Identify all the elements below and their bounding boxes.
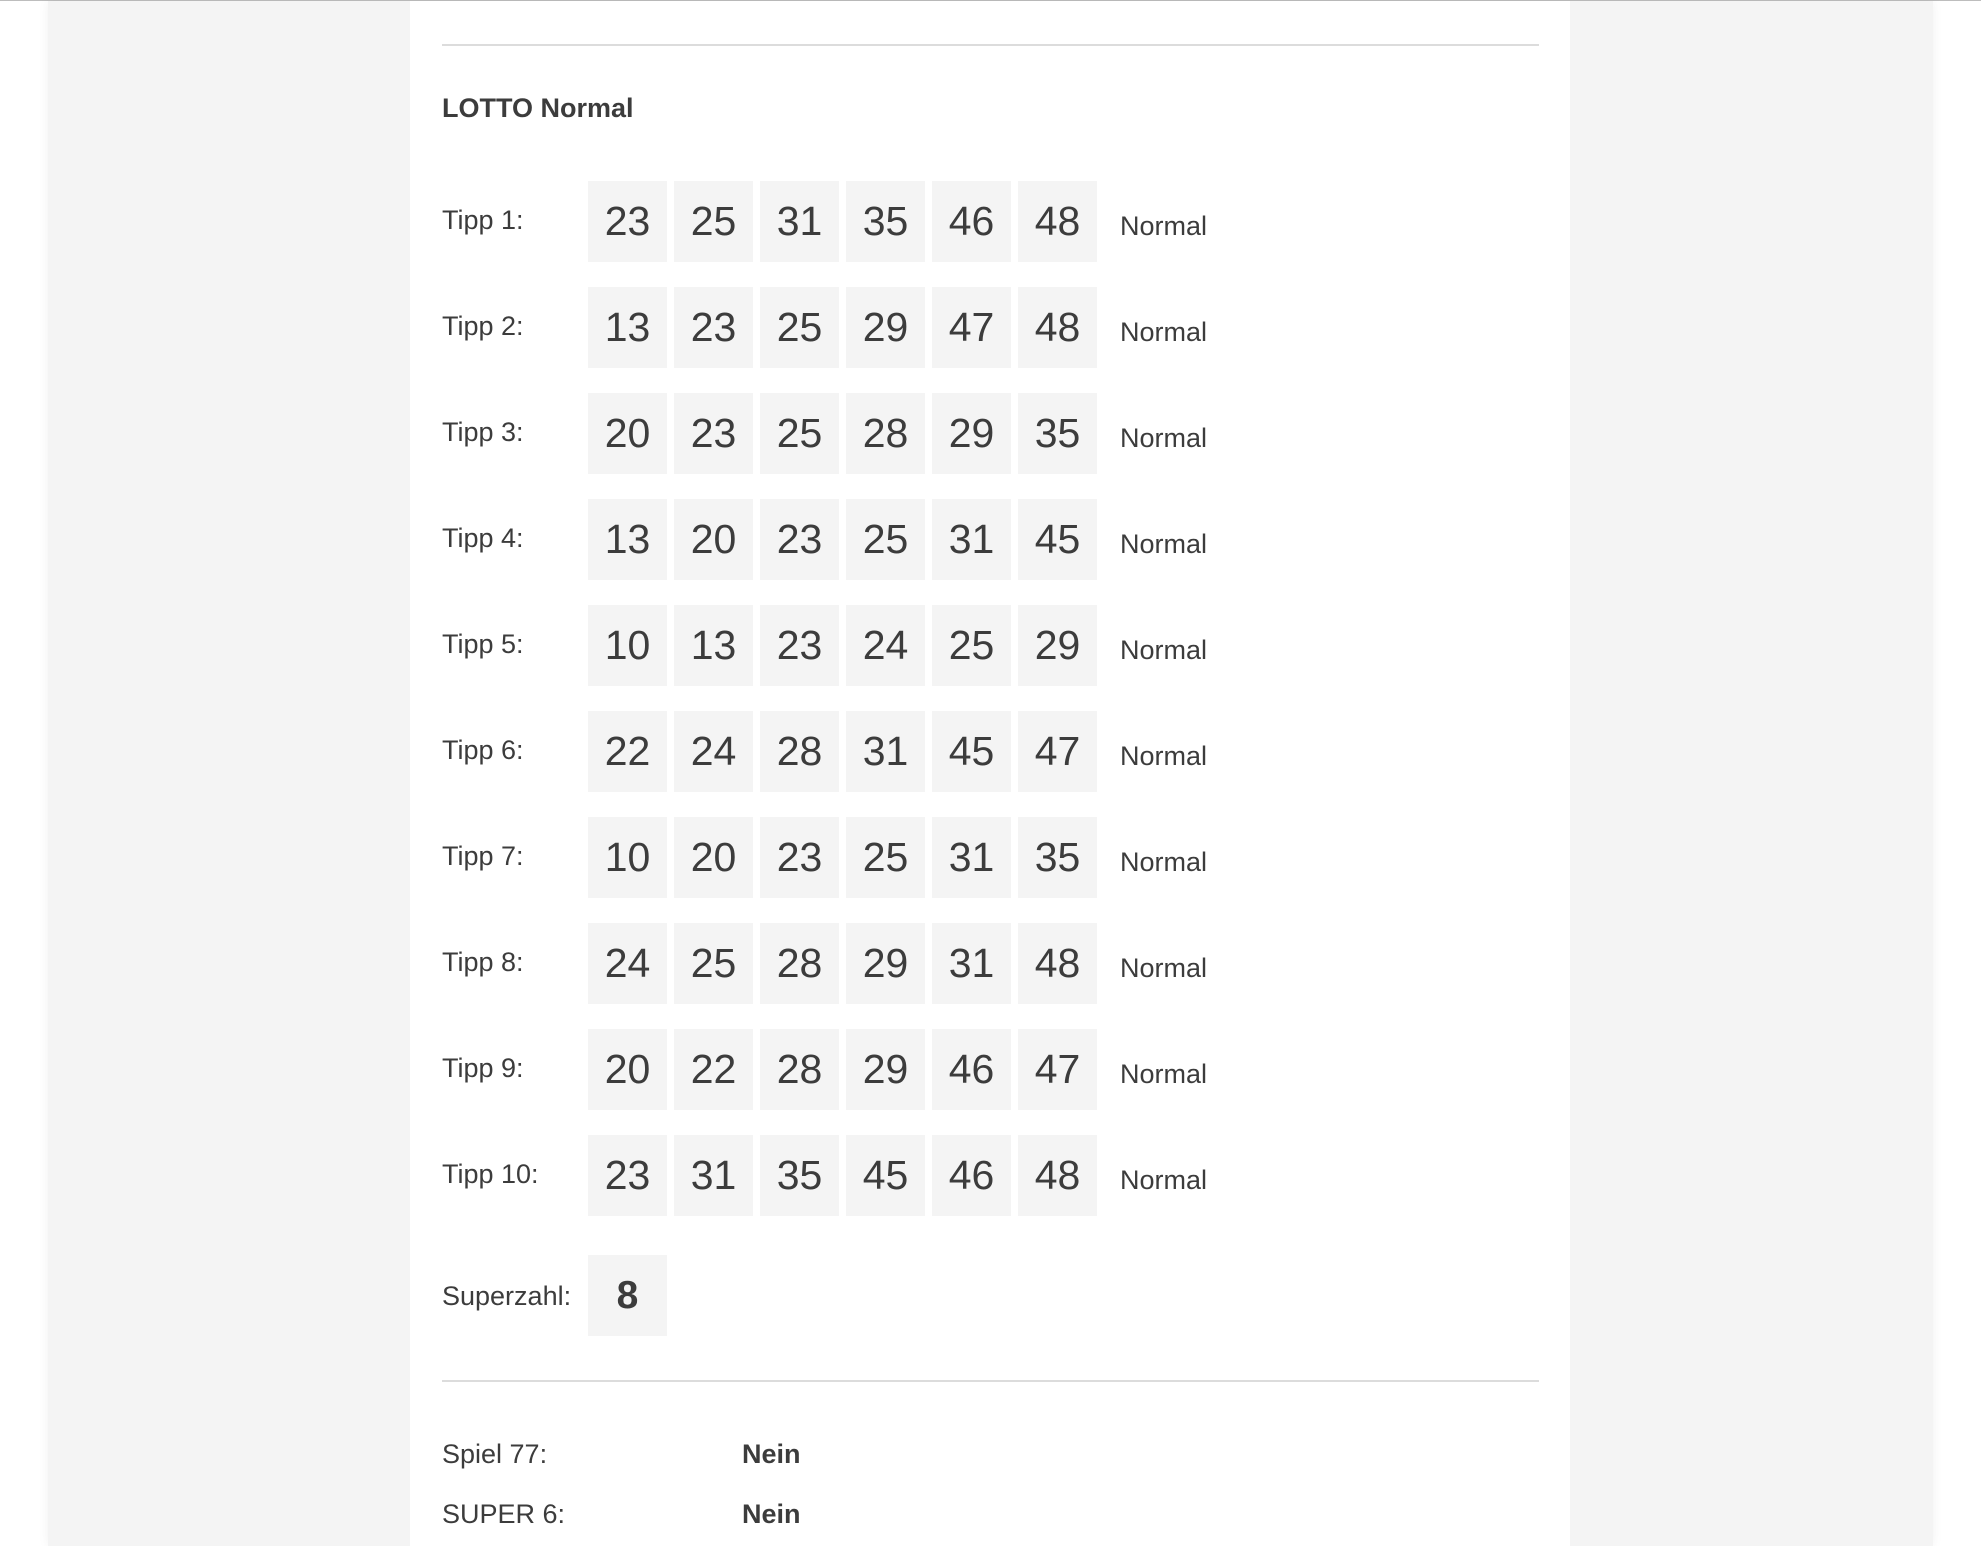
tipp-label: Tipp 3: (442, 417, 524, 447)
lotto-number: 48 (1018, 1135, 1097, 1216)
tipp-label: Tipp 10: (442, 1159, 539, 1189)
lotto-number: 25 (846, 817, 925, 898)
bottom-divider (442, 1380, 1539, 1382)
tipp-type: Normal (1120, 211, 1208, 241)
tipp-row (442, 181, 1242, 262)
tipp-type: Normal (1120, 423, 1208, 453)
lotto-number: 25 (674, 923, 753, 1004)
tipp-row (442, 499, 1242, 580)
lotto-number: 29 (1018, 605, 1097, 686)
extra-value: Nein (742, 1499, 801, 1529)
lotto-number: 46 (932, 181, 1011, 262)
tipp-row (442, 287, 1242, 368)
top-divider (442, 44, 1539, 46)
lotto-number: 29 (846, 923, 925, 1004)
lotto-number: 28 (760, 1029, 839, 1110)
lotto-number: 46 (932, 1135, 1011, 1216)
lotto-number: 35 (760, 1135, 839, 1216)
lotto-number: 31 (932, 923, 1011, 1004)
tipp-type: Normal (1120, 529, 1208, 559)
tipp-label: Tipp 2: (442, 311, 524, 341)
lotto-number: 45 (1018, 499, 1097, 580)
lotto-number: 31 (932, 817, 1011, 898)
tipp-label: Tipp 7: (442, 841, 524, 871)
lotto-number: 25 (760, 287, 839, 368)
extra-label: Spiel 77: (442, 1439, 548, 1469)
extra-row-super6 (442, 1499, 801, 1530)
superzahl-label: Superzahl: (442, 1281, 572, 1311)
lotto-number: 29 (846, 287, 925, 368)
tipp-label: Tipp 9: (442, 1053, 524, 1083)
tipp-row (442, 817, 1242, 898)
lotto-number: 23 (760, 605, 839, 686)
lotto-number: 25 (760, 393, 839, 474)
tipp-row (442, 923, 1242, 1004)
lotto-number: 22 (674, 1029, 753, 1110)
lotto-number: 28 (760, 711, 839, 792)
tipp-label: Tipp 8: (442, 947, 524, 977)
section-title: LOTTO Normal (442, 93, 634, 123)
lotto-number: 23 (760, 499, 839, 580)
lotto-number: 23 (760, 817, 839, 898)
lotto-number: 23 (588, 181, 667, 262)
tipp-type: Normal (1120, 1059, 1208, 1089)
lotto-number: 25 (674, 181, 753, 262)
extra-row-spiel77 (442, 1439, 801, 1470)
extra-label: SUPER 6: (442, 1499, 566, 1529)
lotto-number: 47 (1018, 711, 1097, 792)
lotto-number: 25 (932, 605, 1011, 686)
lotto-number: 22 (588, 711, 667, 792)
lotto-number: 13 (588, 499, 667, 580)
lotto-number: 45 (846, 1135, 925, 1216)
extra-value: Nein (742, 1439, 801, 1469)
tipp-row (442, 605, 1242, 686)
lotto-number: 48 (1018, 923, 1097, 1004)
lotto-number: 13 (674, 605, 753, 686)
tipp-label: Tipp 5: (442, 629, 524, 659)
lotto-number: 31 (760, 181, 839, 262)
right-gutter (1570, 1, 1645, 1546)
tipp-row (442, 1135, 1242, 1216)
lotto-number: 35 (1018, 393, 1097, 474)
lotto-number: 24 (846, 605, 925, 686)
tipp-type: Normal (1120, 953, 1208, 983)
lotto-number: 35 (1018, 817, 1097, 898)
tipp-type: Normal (1120, 847, 1208, 877)
tipp-type: Normal (1120, 741, 1208, 771)
lotto-number: 20 (588, 1029, 667, 1110)
lotto-number: 20 (674, 817, 753, 898)
tipp-label: Tipp 4: (442, 523, 524, 553)
tipp-type: Normal (1120, 317, 1208, 347)
tipp-type: Normal (1120, 1165, 1208, 1195)
lotto-number: 31 (674, 1135, 753, 1216)
lotto-number: 23 (588, 1135, 667, 1216)
lotto-number: 28 (846, 393, 925, 474)
lotto-number: 24 (588, 923, 667, 1004)
lotto-number: 13 (588, 287, 667, 368)
tipp-row (442, 393, 1242, 474)
lotto-number: 10 (588, 605, 667, 686)
lotto-number: 31 (846, 711, 925, 792)
lotto-number: 23 (674, 287, 753, 368)
lotto-number: 29 (932, 393, 1011, 474)
left-gutter (335, 1, 410, 1546)
lotto-number: 25 (846, 499, 925, 580)
lotto-number: 24 (674, 711, 753, 792)
tipp-row (442, 1029, 1242, 1110)
tipp-label: Tipp 6: (442, 735, 524, 765)
lotto-number: 28 (760, 923, 839, 1004)
lotto-number: 20 (588, 393, 667, 474)
lotto-number: 29 (846, 1029, 925, 1110)
lotto-number: 47 (1018, 1029, 1097, 1110)
lotto-number: 47 (932, 287, 1011, 368)
superzahl-row (442, 1255, 842, 1336)
lotto-number: 31 (932, 499, 1011, 580)
lotto-number: 48 (1018, 181, 1097, 262)
tipp-label: Tipp 1: (442, 205, 524, 235)
tipp-row (442, 711, 1242, 792)
lotto-number: 20 (674, 499, 753, 580)
lotto-number: 48 (1018, 287, 1097, 368)
lotto-number: 35 (846, 181, 925, 262)
tipp-type: Normal (1120, 635, 1208, 665)
lotto-number: 23 (674, 393, 753, 474)
lotto-number: 10 (588, 817, 667, 898)
lotto-number: 46 (932, 1029, 1011, 1110)
lotto-number: 45 (932, 711, 1011, 792)
superzahl-value: 8 (588, 1255, 667, 1336)
